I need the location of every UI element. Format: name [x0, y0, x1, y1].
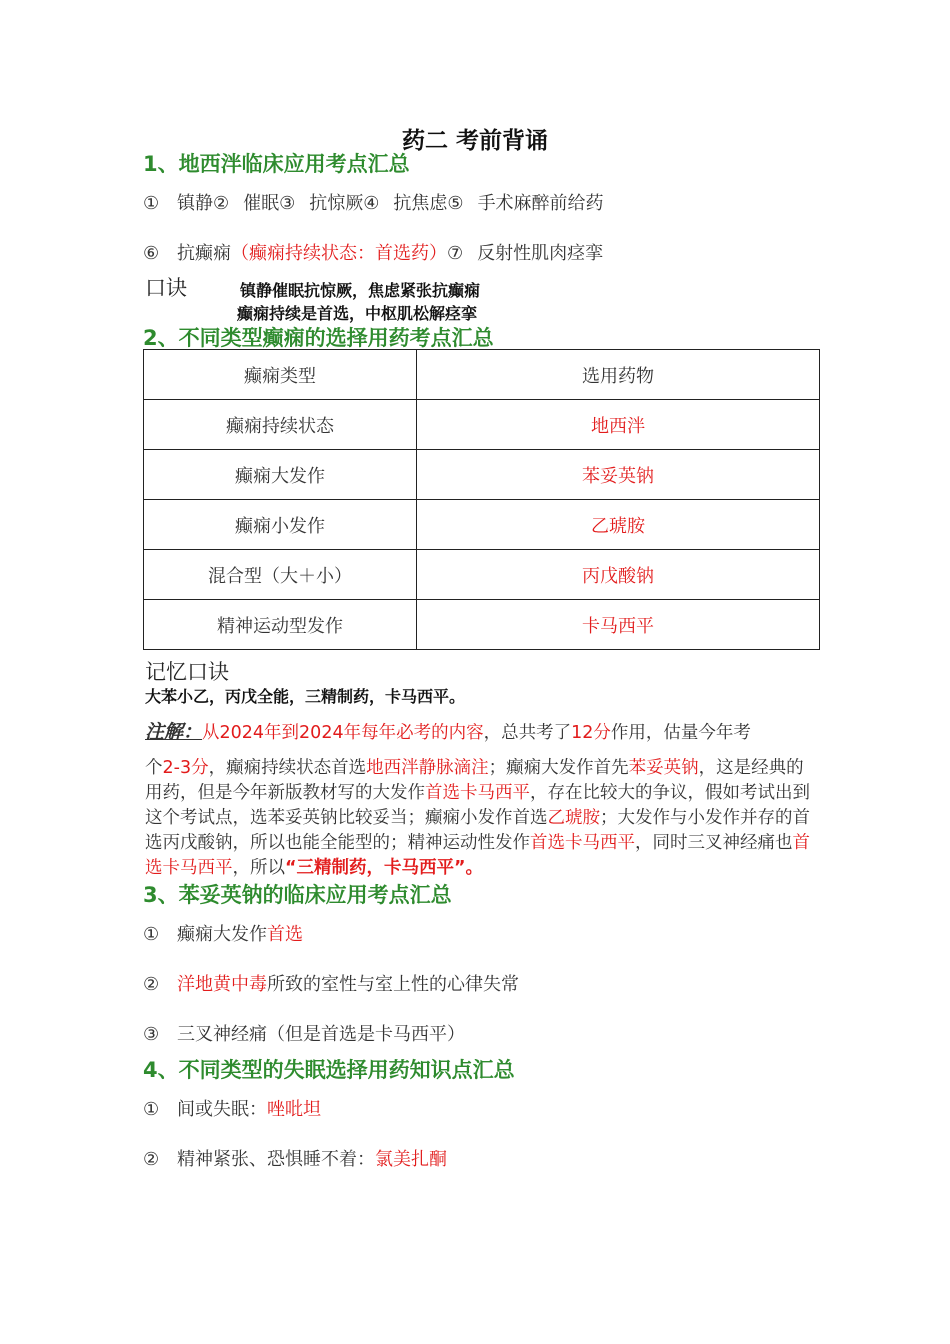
memo-label: 记忆口诀 [145, 660, 229, 684]
table-row [144, 450, 820, 500]
item-number: ⑦ [447, 243, 464, 264]
note-text: 首选卡马西平 [425, 783, 530, 803]
item-number: ② [143, 974, 160, 995]
item-text: 手术麻醉前给药 [477, 193, 604, 214]
table-cell-type: 癫痫小发作 [144, 500, 417, 550]
item-text: 抗焦虑 [393, 193, 448, 214]
note-text: 从2024年到2024年每年必考的内容 [202, 723, 484, 743]
note-text: 2-3分 [162, 758, 209, 778]
item-highlight: 氯美扎酮 [375, 1149, 447, 1170]
epilepsy-drug-table [143, 349, 820, 650]
note-label: 注解： [145, 721, 203, 743]
table-cell-drug: 卡马西平 [417, 600, 820, 650]
table-cell-type: 混合型（大＋小） [144, 550, 417, 600]
list-item [143, 1095, 321, 1121]
item-text: 抗癫痫 [177, 243, 231, 264]
item-number: ② [213, 193, 230, 214]
note-text: 个 [145, 758, 163, 778]
note-text: “三精制药，卡马西平”。 [285, 858, 484, 878]
item-number: ① [143, 1099, 160, 1120]
note-text: ，这是经典的用药，但是今年新版教材写的大发作 [145, 758, 804, 803]
table-cell-drug: 苯妥英钠 [417, 450, 820, 500]
item-number: ② [143, 1149, 160, 1170]
page-title: 药二 考前背诵 [401, 128, 548, 154]
list-item [143, 1145, 447, 1171]
mnemonic-line-1: 镇静催眠抗惊厥，焦虑紧张抗癫痫 [240, 281, 481, 300]
section3-heading: 3、苯妥英钠的临床应用考点汇总 [143, 883, 452, 907]
note-text: ，存在比较大的争议，假如考试出到这个考试点，选苯妥英钠比较妥当；癫痫小发作首选 [145, 783, 810, 828]
item-text: 催眠 [243, 193, 280, 214]
section1-items-row2 [143, 239, 603, 265]
item-highlight: 首选 [267, 924, 303, 945]
list-item [143, 920, 303, 946]
note-text: ；大发作与小发作并存的首选丙戊酸钠，所以也能全能型的；精神运动性发作 [145, 808, 810, 853]
table-cell-drug: 地西泮 [417, 400, 820, 450]
table-cell-type: 癫痫大发作 [144, 450, 417, 500]
section1-items-row1 [143, 189, 604, 215]
note-text: ，总共考了 [483, 723, 572, 743]
section4-heading: 4、不同类型的失眠选择用药知识点汇总 [143, 1058, 515, 1082]
section1-heading: 1、地西泮临床应用考点汇总 [143, 152, 410, 176]
memo-verse: 大苯小乙，丙戊全能，三精制药，卡马西平。 [145, 687, 466, 706]
table-header-row [144, 350, 820, 400]
table-header-cell: 癫痫类型 [144, 350, 417, 400]
item-text: 间或失眠： [177, 1099, 267, 1120]
list-item [143, 970, 519, 996]
annotation-paragraph [145, 720, 810, 881]
item-text: 三叉神经痛（但是首选是卡马西平） [177, 1024, 465, 1045]
table-row [144, 550, 820, 600]
note-text: ，同时三叉神经痛也 [635, 833, 793, 853]
note-text: 12分 [571, 723, 611, 743]
table-row [144, 600, 820, 650]
table-cell-type: 癫痫持续状态 [144, 400, 417, 450]
item-text: 反射性肌肉痉挛 [477, 243, 604, 264]
item-number: ③ [143, 1024, 160, 1045]
table-row [144, 500, 820, 550]
item-highlight: 洋地黄中毒 [177, 974, 267, 995]
item-text: 癫痫大发作 [177, 924, 267, 945]
mnemonic-label: 口诀 [145, 276, 187, 300]
note-text: 苯妥英钠 [628, 758, 699, 778]
table-cell-drug: 乙琥胺 [417, 500, 820, 550]
table-cell-type: 精神运动型发作 [144, 600, 417, 650]
item-highlight: （癫痫持续状态：首选药） [231, 243, 447, 264]
note-text: ，癫痫持续状态首选 [208, 758, 367, 778]
item-number: ④ [363, 193, 380, 214]
item-text: 镇静 [177, 193, 213, 214]
section2-heading: 2、不同类型癫痫的选择用药考点汇总 [143, 326, 494, 350]
item-number: ① [143, 193, 160, 214]
note-text: 地西泮静脉滴注 [366, 758, 489, 778]
note-text: 首选卡马西平 [145, 833, 810, 878]
table-header-cell: 选用药物 [417, 350, 820, 400]
item-number: ⑤ [447, 193, 464, 214]
item-text: 精神紧张、恐惧睡不着： [177, 1149, 375, 1170]
item-number: ③ [279, 193, 296, 214]
note-text: ，所以 [232, 858, 285, 878]
mnemonic-line-2: 癫痫持续是首选，中枢肌松解痉挛 [237, 304, 478, 323]
note-text: 首选卡马西平 [530, 833, 635, 853]
item-number: ① [143, 924, 160, 945]
note-text: ；癫痫大发作首先 [488, 758, 629, 778]
note-text: 作用，估量今年考 [610, 723, 751, 743]
item-number: ⑥ [143, 243, 160, 264]
note-text: 乙琥胺 [547, 808, 600, 828]
item-text: 抗惊厥 [309, 193, 364, 214]
list-item [143, 1020, 465, 1046]
table-row [144, 400, 820, 450]
item-text: 所致的室性与室上性的心律失常 [267, 974, 519, 995]
item-highlight: 唑吡坦 [267, 1099, 321, 1120]
table-cell-drug: 丙戊酸钠 [417, 550, 820, 600]
